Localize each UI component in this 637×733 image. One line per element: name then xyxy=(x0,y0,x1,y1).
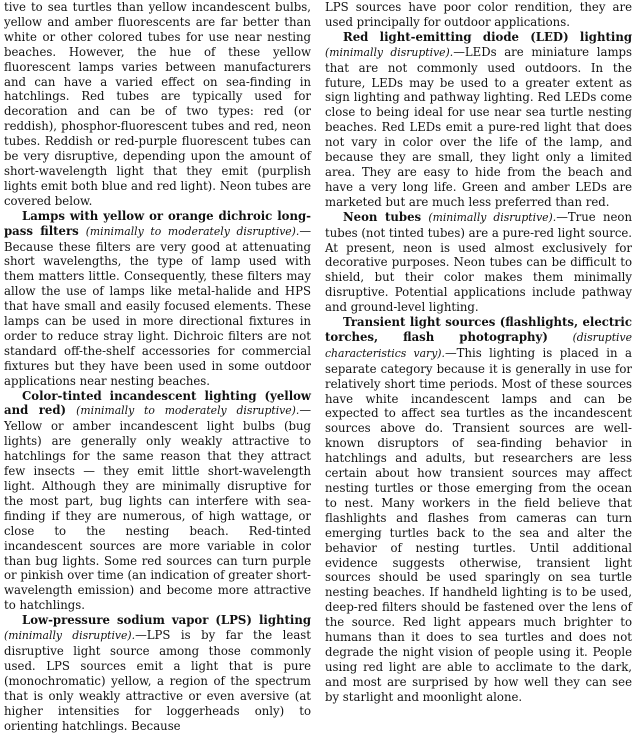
dash: — xyxy=(444,345,457,360)
section-qualifier: (minimally disruptive). xyxy=(325,45,454,59)
section-body: True neon tubes (not tinted tubes) are a pure-red light source. At present, neon is used almost exclusively for decorative purposes. Neon tubes can be difficult to shield, but their color makes them minimally disruptive. Potential applications include pathway and ground-level lighting. xyxy=(325,209,632,315)
dash: — xyxy=(453,44,465,59)
color-tinted-section xyxy=(4,389,311,614)
section-qualifier: (disruptive characteristics vary). xyxy=(325,330,632,360)
left-column xyxy=(4,0,312,733)
right-column xyxy=(325,0,633,704)
dichroic-section xyxy=(4,209,311,389)
section-qualifier: (minimally to moderately disruptive). xyxy=(85,224,300,238)
section-heading: Color-tinted incandescent lighting (yellow and red) xyxy=(4,388,311,418)
intro-paragraph: tive to sea turtles than yellow incandescent bulbs, yellow and amber fluorescents are far better than white or other colored tubes for use near nesting beaches. However, the hue of these yellow fluorescent lamps varies between manufacturers and can have a varied effect on sea-finding in hatchlings. Red tubes are typically used for decoration and can be of two types: red (or reddish), phosphor-fluorescent tubes and red, neon tubes. Reddish or red-purple fluorescent tubes can be very disruptive, depending upon the amount of short-wavelength light that they emit (purplish lights emit both blue and red light). Neon tubes are covered below. xyxy=(4,0,311,208)
transient-section xyxy=(325,315,632,705)
section-body: LEDs are miniature lamps that are not commonly used outdoors. In the future, LEDs may be used to a greater extent as sign lighting and pathway lighting. Red LEDs come close to being ideal for use near sea turtle nesting beaches. Red LEDs emit a pure-red light that does not vary in color over the life of the lamp, and because they are small, they light only a limited area. They are easy to hide from the beach and have a very long life. Green and amber LEDs are marketed but are much less preferred than red. xyxy=(325,44,633,209)
dash: — xyxy=(135,628,147,643)
section-qualifier: (minimally disruptive). xyxy=(428,210,557,224)
lps-section xyxy=(4,613,311,733)
led-section xyxy=(325,30,632,210)
section-heading: Lamps with yellow or orange dichroic long-pass filters xyxy=(4,208,311,238)
dash: — xyxy=(299,403,312,418)
section-heading: Transient light sources (flashlights, electric torches, flash photography) xyxy=(325,315,632,344)
lps-continued-paragraph: LPS sources have poor color rendition, they are used principally for outdoor applications. xyxy=(325,0,632,29)
section-body: This lighting is placed in a separate category because it is generally in use for relatively short time periods. Most of these sources have white incandescent lamps and can be expected to affect sea turtles as the incandescent sources above do. Transient sources are well-known disruptors of sea-finding behavior in hatchlings and adults, but researchers are less certain about how transient sources may affect nesting turtles or those emerging from the ocean to nest. Many workers in the field believe that flashlights and flashes from cameras can turn emerging turtles back to the sea and alter the behavior of nesting turtles. Until additional evidence suggests otherwise, transient light sources should be used sparingly on sea turtle nesting beaches. If handheld lighting is to be used, deep-red filters should be fastened over the lens of the source. Red light appears much brighter to humans than it does to sea turtles and does not degrade the night vision of people using it. People using red light are able to acclimate to the dark, and most are surprised by how well they can see by starlight and moonlight alone. xyxy=(325,345,632,704)
section-body: Because these filters are very good at attenuating short wavelengths, the type of lamp used with them matters little. Consequently, these filters may allow the use of lamps like metal-halide and HPS that have small and easily focused elements. These lamps can be used in more directional fixtures in order to reduce stray light. Dichroic filters are not standard off-the-shelf accessories for commercial fixtures but they have been used in some outdoor applications near nesting beaches. xyxy=(4,239,311,388)
section-heading: Low-pressure sodium vapor (LPS) lighting xyxy=(22,613,311,628)
neon-section xyxy=(325,210,632,315)
section-qualifier: (minimally to moderately disruptive). xyxy=(76,404,300,418)
dash: — xyxy=(299,223,312,238)
section-heading: Red light-emitting diode (LED) lighting xyxy=(343,29,632,44)
section-heading: Neon tubes xyxy=(343,209,422,224)
section-qualifier: (minimally disruptive). xyxy=(4,629,136,643)
dash: — xyxy=(556,209,568,224)
section-body: Yellow or amber incandescent light bulbs (bug lights) are generally only weakly attractive to hatchlings for the same reason that they attract few insects — they emit little short-wavelength light. Although they are minimally disruptive for the most part, bug lights can interfere with sea-finding if they are numerous, of high wattage, or close to the nesting beach. Red-tinted incandescent sources are more variable in color than bug lights. Some red sources can turn purple or pinkish over time (an indication of greater short-wavelength emission) and become more attractive to hatchlings. xyxy=(4,419,311,613)
section-body: LPS is by far the least disruptive light source among those commonly used. LPS sources emit a light that is pure (monochromatic) yellow, a region of the spectrum that is only weakly attractive or even aversive (at higher intensities for loggerheads only) to orienting hatchlings. Because xyxy=(4,628,311,733)
